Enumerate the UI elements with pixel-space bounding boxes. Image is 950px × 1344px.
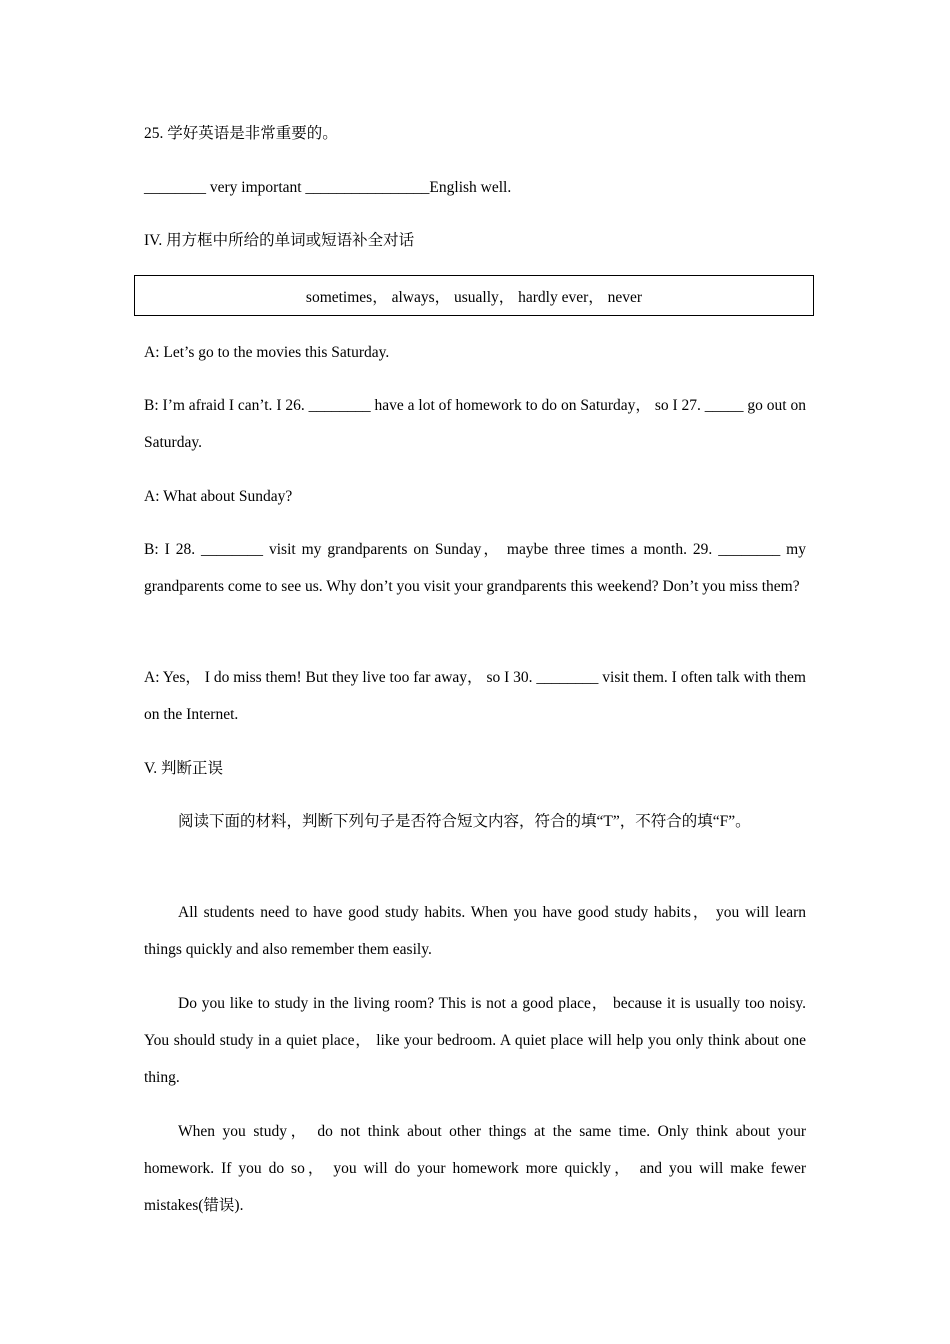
section-5-instruction: 阅读下面的材料，判断下列句子是否符合短文内容，符合的填“T”，不符合的填“F”。 xyxy=(178,813,751,830)
question-25-answer-line: ________ very important ________________English well. xyxy=(144,179,512,196)
dialogue-line-2: B: I’m afraid I can’t. I 26. ________ have a lot of homework to do on Saturday， so I 27. _____ go out on Saturday. xyxy=(144,397,806,451)
dialogue-line-5: A: Yes， I do miss them! But they live too far away， so I 30. ________ visit them. I often talk with them on the Internet. xyxy=(144,669,806,723)
word-choice-box xyxy=(134,275,814,316)
dialogue-line-1: A: Let’s go to the movies this Saturday. xyxy=(144,344,390,361)
section-4-heading: IV. 用方框中所给的单词或短语补全对话 xyxy=(144,232,415,249)
passage-paragraph-2: Do you like to study in the living room? This is not a good place， because it is usually too noisy. You should study in a quiet place， like your bedroom. A quiet place will help you only think about one thing. xyxy=(144,995,806,1086)
dialogue-line-3: A: What about Sunday? xyxy=(144,488,293,505)
question-25-prompt: 25. 学好英语是非常重要的。 xyxy=(144,125,338,142)
word-choice-list: sometimes， always， usually， hardly ever， never xyxy=(305,288,643,306)
dialogue-line-4: B: I 28. ________ visit my grandparents on Sunday， maybe three times a month. 29. ________ my grandparents come to see us. Why don’t you visit your grandparents this weekend? Don’t you miss them? xyxy=(144,541,806,595)
passage-paragraph-1: All students need to have good study habits. When you have good study habits， you will learn things quickly and also remember them easily. xyxy=(144,904,806,958)
passage-paragraph-3: When you study， do not think about other things at the same time. Only think about your homework. If you do so， you will do your homework more quickly， and you will make fewer mistakes(错误). xyxy=(144,1123,806,1214)
section-5-heading: V. 判断正误 xyxy=(144,760,223,777)
